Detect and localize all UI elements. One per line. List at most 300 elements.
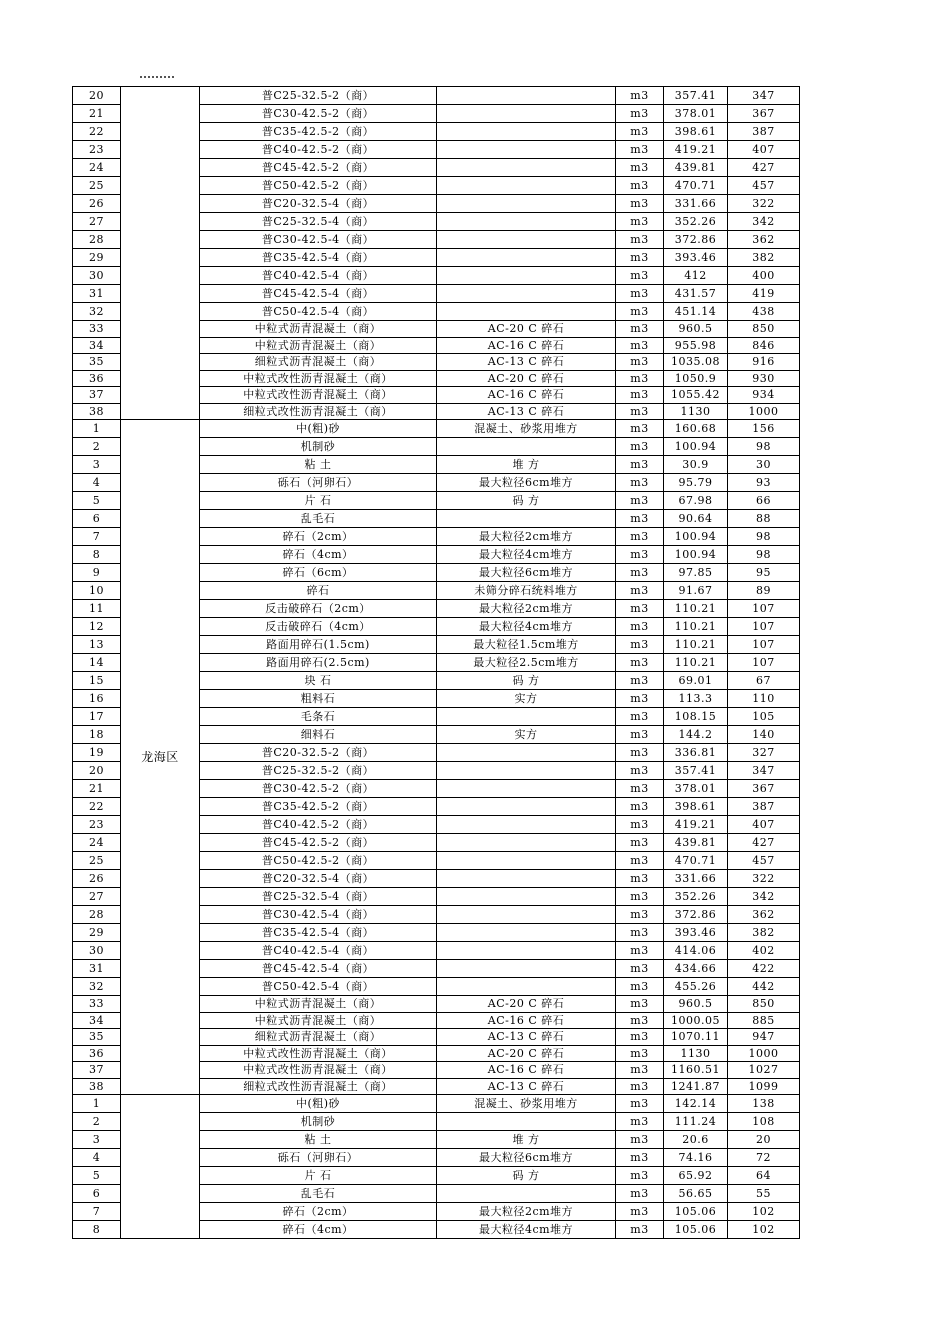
price-with-tax: 142.14	[664, 1095, 728, 1113]
row-number: 30	[73, 942, 121, 960]
price-without-tax: 419	[728, 285, 800, 303]
row-number: 30	[73, 267, 121, 285]
unit: m3	[616, 337, 664, 354]
unit: m3	[616, 474, 664, 492]
specification	[437, 708, 616, 726]
specification	[437, 159, 616, 177]
unit: m3	[616, 654, 664, 672]
specification	[437, 285, 616, 303]
unit: m3	[616, 1012, 664, 1029]
unit: m3	[616, 546, 664, 564]
row-number: 1	[73, 1095, 121, 1113]
row-number: 35	[73, 1029, 121, 1046]
row-number: 38	[73, 403, 121, 420]
price-without-tax: 402	[728, 942, 800, 960]
price-with-tax: 331.66	[664, 870, 728, 888]
specification	[437, 942, 616, 960]
unit: m3	[616, 456, 664, 474]
material-name: 普C30-42.5-2（商）	[200, 105, 437, 123]
material-name: 普C50-42.5-2（商）	[200, 177, 437, 195]
unit: m3	[616, 195, 664, 213]
price-with-tax: 455.26	[664, 978, 728, 996]
row-number: 13	[73, 636, 121, 654]
material-name: 普C50-42.5-2（商）	[200, 852, 437, 870]
specification: 实方	[437, 690, 616, 708]
price-with-tax: 336.81	[664, 744, 728, 762]
material-name: 普C20-32.5-2（商）	[200, 744, 437, 762]
price-without-tax: 98	[728, 438, 800, 456]
price-without-tax: 846	[728, 337, 800, 354]
specification: AC-16 C 碎石	[437, 387, 616, 404]
specification	[437, 249, 616, 267]
row-number: 26	[73, 195, 121, 213]
unit: m3	[616, 978, 664, 996]
row-number: 6	[73, 510, 121, 528]
price-without-tax: 55	[728, 1185, 800, 1203]
row-number: 1	[73, 420, 121, 438]
price-with-tax: 431.57	[664, 285, 728, 303]
unit: m3	[616, 564, 664, 582]
price-with-tax: 100.94	[664, 438, 728, 456]
region-cell	[121, 87, 200, 420]
unit: m3	[616, 996, 664, 1013]
row-number: 35	[73, 354, 121, 371]
price-with-tax: 65.92	[664, 1167, 728, 1185]
specification: AC-13 C 碎石	[437, 403, 616, 420]
price-with-tax: 331.66	[664, 195, 728, 213]
specification: 最大粒径6cm堆方	[437, 1149, 616, 1167]
price-without-tax: 442	[728, 978, 800, 996]
material-name: 普C40-42.5-2（商）	[200, 141, 437, 159]
material-name: 普C40-42.5-2（商）	[200, 816, 437, 834]
unit: m3	[616, 1062, 664, 1079]
material-name: 普C30-42.5-4（商）	[200, 231, 437, 249]
price-with-tax: 95.79	[664, 474, 728, 492]
price-without-tax: 89	[728, 582, 800, 600]
price-without-tax: 850	[728, 321, 800, 338]
specification: 堆 方	[437, 1131, 616, 1149]
material-name: 普C50-42.5-4（商）	[200, 978, 437, 996]
row-number: 28	[73, 231, 121, 249]
specification: AC-13 C 碎石	[437, 354, 616, 371]
price-with-tax: 451.14	[664, 303, 728, 321]
unit: m3	[616, 906, 664, 924]
price-with-tax: 398.61	[664, 123, 728, 141]
material-name: 碎石（2cm）	[200, 1203, 437, 1221]
row-number: 4	[73, 1149, 121, 1167]
price-without-tax: 102	[728, 1203, 800, 1221]
specification	[437, 141, 616, 159]
price-without-tax: 108	[728, 1113, 800, 1131]
unit: m3	[616, 726, 664, 744]
price-with-tax: 378.01	[664, 105, 728, 123]
specification: 最大粒径1.5cm堆方	[437, 636, 616, 654]
price-with-tax: 90.64	[664, 510, 728, 528]
material-name: 普C25-32.5-2（商）	[200, 87, 437, 105]
material-name: 路面用碎石(2.5cm)	[200, 654, 437, 672]
row-number: 25	[73, 177, 121, 195]
price-with-tax: 20.6	[664, 1131, 728, 1149]
price-without-tax: 1000	[728, 403, 800, 420]
specification: AC-20 C 碎石	[437, 996, 616, 1013]
price-without-tax: 66	[728, 492, 800, 510]
specification	[437, 177, 616, 195]
material-name: 细粒式沥青混凝土（商）	[200, 1029, 437, 1046]
material-name: 片 石	[200, 492, 437, 510]
price-without-tax: 322	[728, 195, 800, 213]
price-without-tax: 387	[728, 798, 800, 816]
material-name: 砾石（河卵石）	[200, 474, 437, 492]
price-without-tax: 438	[728, 303, 800, 321]
price-with-tax: 1000.05	[664, 1012, 728, 1029]
row-number: 31	[73, 285, 121, 303]
specification: AC-16 C 碎石	[437, 1012, 616, 1029]
price-without-tax: 20	[728, 1131, 800, 1149]
unit: m3	[616, 123, 664, 141]
row-number: 22	[73, 798, 121, 816]
material-name: 乱毛石	[200, 510, 437, 528]
material-name: 块 石	[200, 672, 437, 690]
row-number: 2	[73, 1113, 121, 1131]
material-name: 普C25-32.5-4（商）	[200, 213, 437, 231]
row-number: 15	[73, 672, 121, 690]
specification: AC-20 C 碎石	[437, 370, 616, 387]
unit: m3	[616, 1113, 664, 1131]
price-without-tax: 98	[728, 528, 800, 546]
price-with-tax: 160.68	[664, 420, 728, 438]
specification	[437, 1185, 616, 1203]
price-without-tax: 107	[728, 600, 800, 618]
row-number: 9	[73, 564, 121, 582]
material-name: 普C45-42.5-4（商）	[200, 285, 437, 303]
price-with-tax: 960.5	[664, 321, 728, 338]
unit: m3	[616, 1203, 664, 1221]
table-row	[73, 420, 800, 438]
material-name: 片 石	[200, 1167, 437, 1185]
row-number: 6	[73, 1185, 121, 1203]
price-without-tax: 407	[728, 816, 800, 834]
specification	[437, 762, 616, 780]
unit: m3	[616, 177, 664, 195]
material-name: 细粒式改性沥青混凝土（商）	[200, 403, 437, 420]
price-with-tax: 357.41	[664, 87, 728, 105]
material-name: 普C40-42.5-4（商）	[200, 942, 437, 960]
specification	[437, 510, 616, 528]
price-without-tax: 88	[728, 510, 800, 528]
price-without-tax: 934	[728, 387, 800, 404]
specification	[437, 267, 616, 285]
specification	[437, 834, 616, 852]
price-with-tax: 100.94	[664, 546, 728, 564]
price-with-tax: 352.26	[664, 213, 728, 231]
price-with-tax: 110.21	[664, 600, 728, 618]
specification: 最大粒径4cm堆方	[437, 1221, 616, 1239]
row-number: 14	[73, 654, 121, 672]
price-with-tax: 105.06	[664, 1203, 728, 1221]
unit: m3	[616, 888, 664, 906]
specification	[437, 978, 616, 996]
row-number: 34	[73, 1012, 121, 1029]
price-without-tax: 850	[728, 996, 800, 1013]
price-without-tax: 102	[728, 1221, 800, 1239]
price-with-tax: 372.86	[664, 906, 728, 924]
price-with-tax: 1130	[664, 403, 728, 420]
material-name: 中粒式沥青混凝土（商）	[200, 996, 437, 1013]
unit: m3	[616, 870, 664, 888]
material-name: 毛条石	[200, 708, 437, 726]
row-number: 18	[73, 726, 121, 744]
price-with-tax: 100.94	[664, 528, 728, 546]
specification	[437, 87, 616, 105]
unit: m3	[616, 267, 664, 285]
specification: 码 方	[437, 492, 616, 510]
price-without-tax: 367	[728, 105, 800, 123]
price-without-tax: 93	[728, 474, 800, 492]
price-with-tax: 1241.87	[664, 1078, 728, 1095]
row-number: 5	[73, 492, 121, 510]
row-number: 23	[73, 141, 121, 159]
material-name: 中粒式沥青混凝土（商）	[200, 1012, 437, 1029]
unit: m3	[616, 816, 664, 834]
price-with-tax: 113.3	[664, 690, 728, 708]
specification	[437, 123, 616, 141]
unit: m3	[616, 924, 664, 942]
unit: m3	[616, 159, 664, 177]
unit: m3	[616, 1095, 664, 1113]
price-without-tax: 156	[728, 420, 800, 438]
specification	[437, 213, 616, 231]
material-name: 反击破碎石（4cm）	[200, 618, 437, 636]
specification	[437, 852, 616, 870]
material-name: 普C40-42.5-4（商）	[200, 267, 437, 285]
unit: m3	[616, 780, 664, 798]
price-without-tax: 67	[728, 672, 800, 690]
price-with-tax: 372.86	[664, 231, 728, 249]
specification	[437, 906, 616, 924]
unit: m3	[616, 303, 664, 321]
unit: m3	[616, 105, 664, 123]
unit: m3	[616, 492, 664, 510]
row-number: 31	[73, 960, 121, 978]
row-number: 38	[73, 1078, 121, 1095]
price-with-tax: 97.85	[664, 564, 728, 582]
row-number: 10	[73, 582, 121, 600]
material-name: 普C35-42.5-4（商）	[200, 924, 437, 942]
price-with-tax: 357.41	[664, 762, 728, 780]
unit: m3	[616, 762, 664, 780]
material-name: 乱毛石	[200, 1185, 437, 1203]
specification: 未筛分碎石统料堆方	[437, 582, 616, 600]
unit: m3	[616, 708, 664, 726]
price-without-tax: 457	[728, 852, 800, 870]
specification	[437, 744, 616, 762]
price-without-tax: 885	[728, 1012, 800, 1029]
material-name: 路面用碎石(1.5cm)	[200, 636, 437, 654]
row-number: 8	[73, 546, 121, 564]
material-name: 中粒式改性沥青混凝土（商）	[200, 1062, 437, 1079]
unit: m3	[616, 636, 664, 654]
unit: m3	[616, 1221, 664, 1239]
material-name: 普C25-32.5-2（商）	[200, 762, 437, 780]
specification	[437, 816, 616, 834]
material-name: 普C20-32.5-4（商）	[200, 870, 437, 888]
row-number: 7	[73, 1203, 121, 1221]
unit: m3	[616, 1131, 664, 1149]
price-without-tax: 322	[728, 870, 800, 888]
price-with-tax: 69.01	[664, 672, 728, 690]
specification: 最大粒径4cm堆方	[437, 618, 616, 636]
specification: AC-20 C 碎石	[437, 321, 616, 338]
row-number: 5	[73, 1167, 121, 1185]
price-with-tax: 144.2	[664, 726, 728, 744]
price-with-tax: 393.46	[664, 924, 728, 942]
specification: AC-13 C 碎石	[437, 1078, 616, 1095]
price-without-tax: 422	[728, 960, 800, 978]
price-without-tax: 107	[728, 654, 800, 672]
unit: m3	[616, 798, 664, 816]
price-without-tax: 72	[728, 1149, 800, 1167]
material-name: 普C35-42.5-2（商）	[200, 123, 437, 141]
material-name: 中粒式改性沥青混凝土（商）	[200, 387, 437, 404]
price-without-tax: 342	[728, 888, 800, 906]
unit: m3	[616, 960, 664, 978]
row-number: 8	[73, 1221, 121, 1239]
price-with-tax: 352.26	[664, 888, 728, 906]
cut-off-region-label	[140, 76, 174, 82]
unit: m3	[616, 1167, 664, 1185]
specification	[437, 924, 616, 942]
price-with-tax: 108.15	[664, 708, 728, 726]
price-without-tax: 107	[728, 618, 800, 636]
price-with-tax: 110.21	[664, 636, 728, 654]
price-without-tax: 105	[728, 708, 800, 726]
row-number: 20	[73, 762, 121, 780]
price-without-tax: 930	[728, 370, 800, 387]
row-number: 11	[73, 600, 121, 618]
unit: m3	[616, 438, 664, 456]
price-without-tax: 407	[728, 141, 800, 159]
specification: AC-20 C 碎石	[437, 1045, 616, 1062]
price-with-tax: 412	[664, 267, 728, 285]
specification: AC-16 C 碎石	[437, 1062, 616, 1079]
unit: m3	[616, 528, 664, 546]
material-name: 砾石（河卵石）	[200, 1149, 437, 1167]
row-number: 21	[73, 105, 121, 123]
price-without-tax: 347	[728, 87, 800, 105]
row-number: 12	[73, 618, 121, 636]
price-without-tax: 107	[728, 636, 800, 654]
unit: m3	[616, 370, 664, 387]
price-with-tax: 378.01	[664, 780, 728, 798]
row-number: 34	[73, 337, 121, 354]
material-name: 细粒式沥青混凝土（商）	[200, 354, 437, 371]
material-name: 中(粗)砂	[200, 1095, 437, 1113]
row-number: 29	[73, 924, 121, 942]
price-with-tax: 91.67	[664, 582, 728, 600]
specification: 实方	[437, 726, 616, 744]
specification	[437, 105, 616, 123]
specification: 堆 方	[437, 456, 616, 474]
specification	[437, 960, 616, 978]
price-with-tax: 110.21	[664, 654, 728, 672]
price-without-tax: 427	[728, 159, 800, 177]
price-without-tax: 30	[728, 456, 800, 474]
table-row	[73, 87, 800, 105]
unit: m3	[616, 354, 664, 371]
price-without-tax: 327	[728, 744, 800, 762]
price-with-tax: 955.98	[664, 337, 728, 354]
price-with-tax: 439.81	[664, 834, 728, 852]
price-with-tax: 434.66	[664, 960, 728, 978]
row-number: 17	[73, 708, 121, 726]
row-number: 3	[73, 456, 121, 474]
unit: m3	[616, 321, 664, 338]
price-table	[72, 86, 800, 1239]
material-name: 中(粗)砂	[200, 420, 437, 438]
row-number: 4	[73, 474, 121, 492]
specification: 最大粒径6cm堆方	[437, 474, 616, 492]
price-without-tax: 947	[728, 1029, 800, 1046]
row-number: 27	[73, 888, 121, 906]
price-without-tax: 916	[728, 354, 800, 371]
material-name: 碎石（6cm）	[200, 564, 437, 582]
unit: m3	[616, 249, 664, 267]
unit: m3	[616, 141, 664, 159]
specification: 码 方	[437, 672, 616, 690]
specification: 最大粒径2cm堆方	[437, 1203, 616, 1221]
material-name: 碎石（4cm）	[200, 1221, 437, 1239]
price-with-tax: 67.98	[664, 492, 728, 510]
unit: m3	[616, 744, 664, 762]
unit: m3	[616, 834, 664, 852]
material-name: 普C45-42.5-4（商）	[200, 960, 437, 978]
price-without-tax: 138	[728, 1095, 800, 1113]
unit: m3	[616, 87, 664, 105]
row-number: 36	[73, 1045, 121, 1062]
unit: m3	[616, 1078, 664, 1095]
unit: m3	[616, 690, 664, 708]
specification	[437, 1113, 616, 1131]
price-without-tax: 457	[728, 177, 800, 195]
row-number: 21	[73, 780, 121, 798]
row-number: 7	[73, 528, 121, 546]
price-with-tax: 110.21	[664, 618, 728, 636]
material-name: 碎石（4cm）	[200, 546, 437, 564]
material-name: 中粒式沥青混凝土（商）	[200, 321, 437, 338]
row-number: 28	[73, 906, 121, 924]
price-with-tax: 393.46	[664, 249, 728, 267]
unit: m3	[616, 403, 664, 420]
specification: 混凝土、砂浆用堆方	[437, 1095, 616, 1113]
unit: m3	[616, 420, 664, 438]
row-number: 29	[73, 249, 121, 267]
row-number: 37	[73, 1062, 121, 1079]
price-without-tax: 382	[728, 249, 800, 267]
price-with-tax: 111.24	[664, 1113, 728, 1131]
price-without-tax: 1027	[728, 1062, 800, 1079]
price-without-tax: 400	[728, 267, 800, 285]
price-with-tax: 1035.08	[664, 354, 728, 371]
material-name: 碎石	[200, 582, 437, 600]
price-without-tax: 387	[728, 123, 800, 141]
specification	[437, 870, 616, 888]
row-number: 32	[73, 978, 121, 996]
material-name: 粘 土	[200, 1131, 437, 1149]
row-number: 24	[73, 834, 121, 852]
price-with-tax: 1160.51	[664, 1062, 728, 1079]
table-row	[73, 1095, 800, 1113]
unit: m3	[616, 672, 664, 690]
